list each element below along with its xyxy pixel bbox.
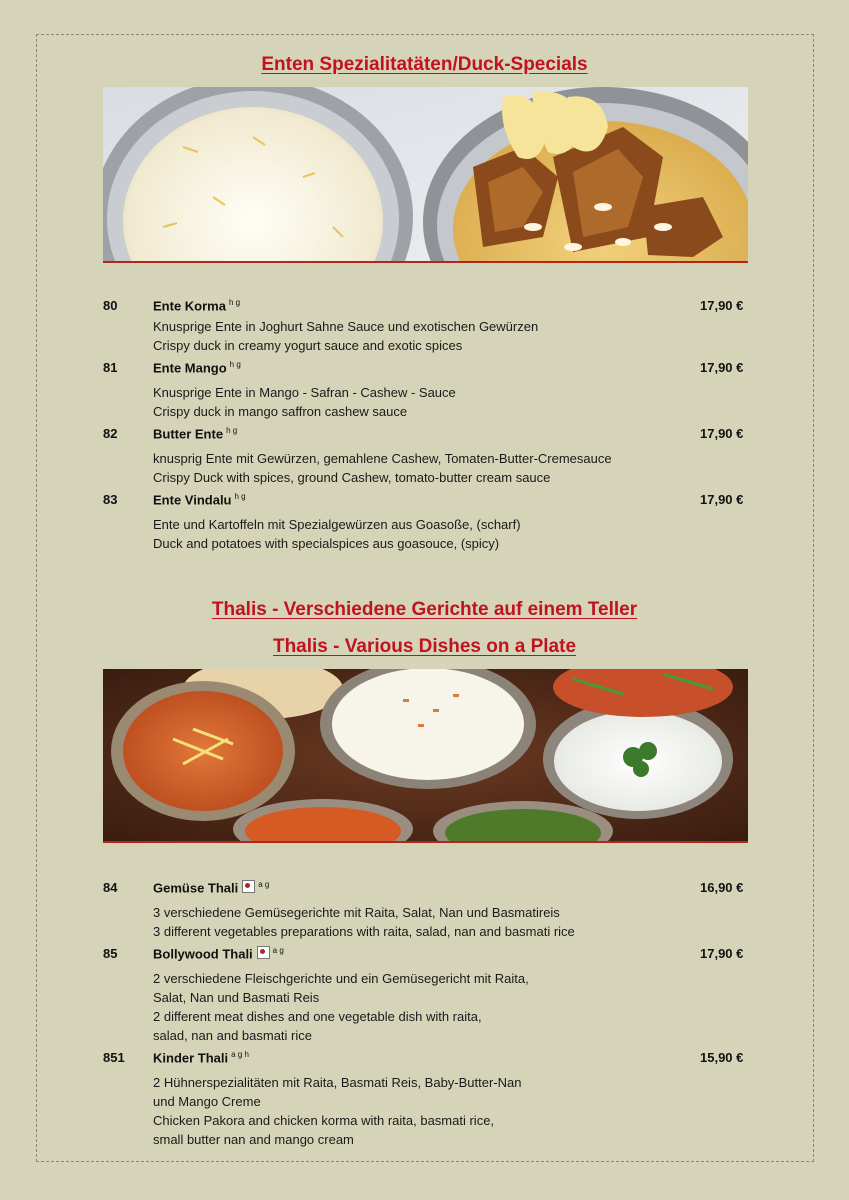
item-description: 3 verschiedene Gemüsegerichte mit Raita, Salat, Nan und Basmatireis 3 different vegetables preparations with raita, salad, nan and basmati rice (153, 905, 575, 939)
allergen-codes: a g (272, 946, 284, 955)
duck-dish-photo (103, 87, 748, 263)
allergen-codes: h g (229, 360, 241, 369)
item-price: 15,90 € (700, 1050, 744, 1065)
vegetarian-icon (242, 880, 255, 893)
thali-section-title-de: Thalis - Verschiedene Gerichte auf einem Teller (211, 599, 638, 620)
item-price: 17,90 € (700, 492, 744, 507)
item-name: Ente Korma $^{h g}$ (153, 298, 241, 314)
item-number: 82 (103, 426, 118, 441)
item-number: 80 (103, 298, 118, 313)
item-description: 2 verschiedene Fleischgerichte und ein Gemüsegericht mit Raita, Salat, Nan und Basmati Reis 2 different meat dishes and one vegetable dish with raita, salad, nan and basmati rice (153, 971, 529, 1043)
item-name: Ente Vindalu $^{h g}$ (153, 492, 246, 508)
item-description: Ente und Kartoffeln mit Spezialgewürzen aus Goasoße, (scharf) Duck and potatoes with specialspices aus goasouce, (spicy) (153, 517, 521, 551)
item-name: Bollywood Thali $^{a g}$ (153, 946, 284, 962)
allergen-codes: a g h (231, 1050, 249, 1059)
item-number: 81 (103, 360, 118, 375)
item-price: 16,90 € (700, 880, 744, 895)
item-name: Butter Ente $^{h g}$ (153, 426, 238, 442)
menu-item-85 (0, 946, 849, 966)
item-name: Kinder Thali $^{a g h}$ (153, 1050, 249, 1066)
item-number: 85 (103, 946, 118, 961)
menu-item-83 (0, 492, 849, 512)
thali-dish-photo (103, 669, 748, 843)
vegetarian-icon (257, 946, 270, 959)
item-number: 851 (103, 1050, 125, 1065)
allergen-codes: h g (234, 492, 246, 501)
item-price: 17,90 € (700, 946, 744, 961)
allergen-codes: h g (226, 426, 238, 435)
item-price: 17,90 € (700, 298, 744, 313)
menu-item-82 (0, 426, 849, 446)
item-price: 17,90 € (700, 426, 744, 441)
menu-item-84 (0, 880, 849, 900)
item-price: 17,90 € (700, 360, 744, 375)
item-description: Knusprige Ente in Joghurt Sahne Sauce und exotischen Gewürzen Crispy duck in creamy yogurt sauce and exotic spices (153, 319, 539, 353)
item-description: 2 Hühnerspezialitäten mit Raita, Basmati Reis, Baby-Butter-Nan und Mango Creme Chicken Pakora and chicken korma with raita, basmati rice, small butter nan and mango cream (153, 1075, 522, 1147)
duck-section-title: Enten Spezialitatäten/Duck-Specials (261, 54, 588, 75)
menu-item-851 (0, 1050, 849, 1070)
item-description: Knusprige Ente in Mango - Safran - Cashew - Sauce Crispy duck in mango saffron cashew sauce (153, 385, 456, 419)
allergen-codes: h g (228, 298, 241, 307)
menu-item-80 (0, 298, 849, 318)
item-name: Gemüse Thali $^{a g}$ (153, 880, 270, 896)
menu-item-81 (0, 360, 849, 380)
allergen-codes: a g (258, 880, 270, 889)
item-number: 83 (103, 492, 118, 507)
item-name: Ente Mango $^{h g}$ (153, 360, 241, 376)
item-number: 84 (103, 880, 118, 895)
item-description: knusprig Ente mit Gewürzen, gemahlene Cashew, Tomaten-Butter-Cremesauce Crispy Duck with spices, ground Cashew, tomato-butter cream sauce (153, 451, 612, 485)
thali-section-title-en: Thalis - Various Dishes on a Plate (272, 636, 577, 657)
